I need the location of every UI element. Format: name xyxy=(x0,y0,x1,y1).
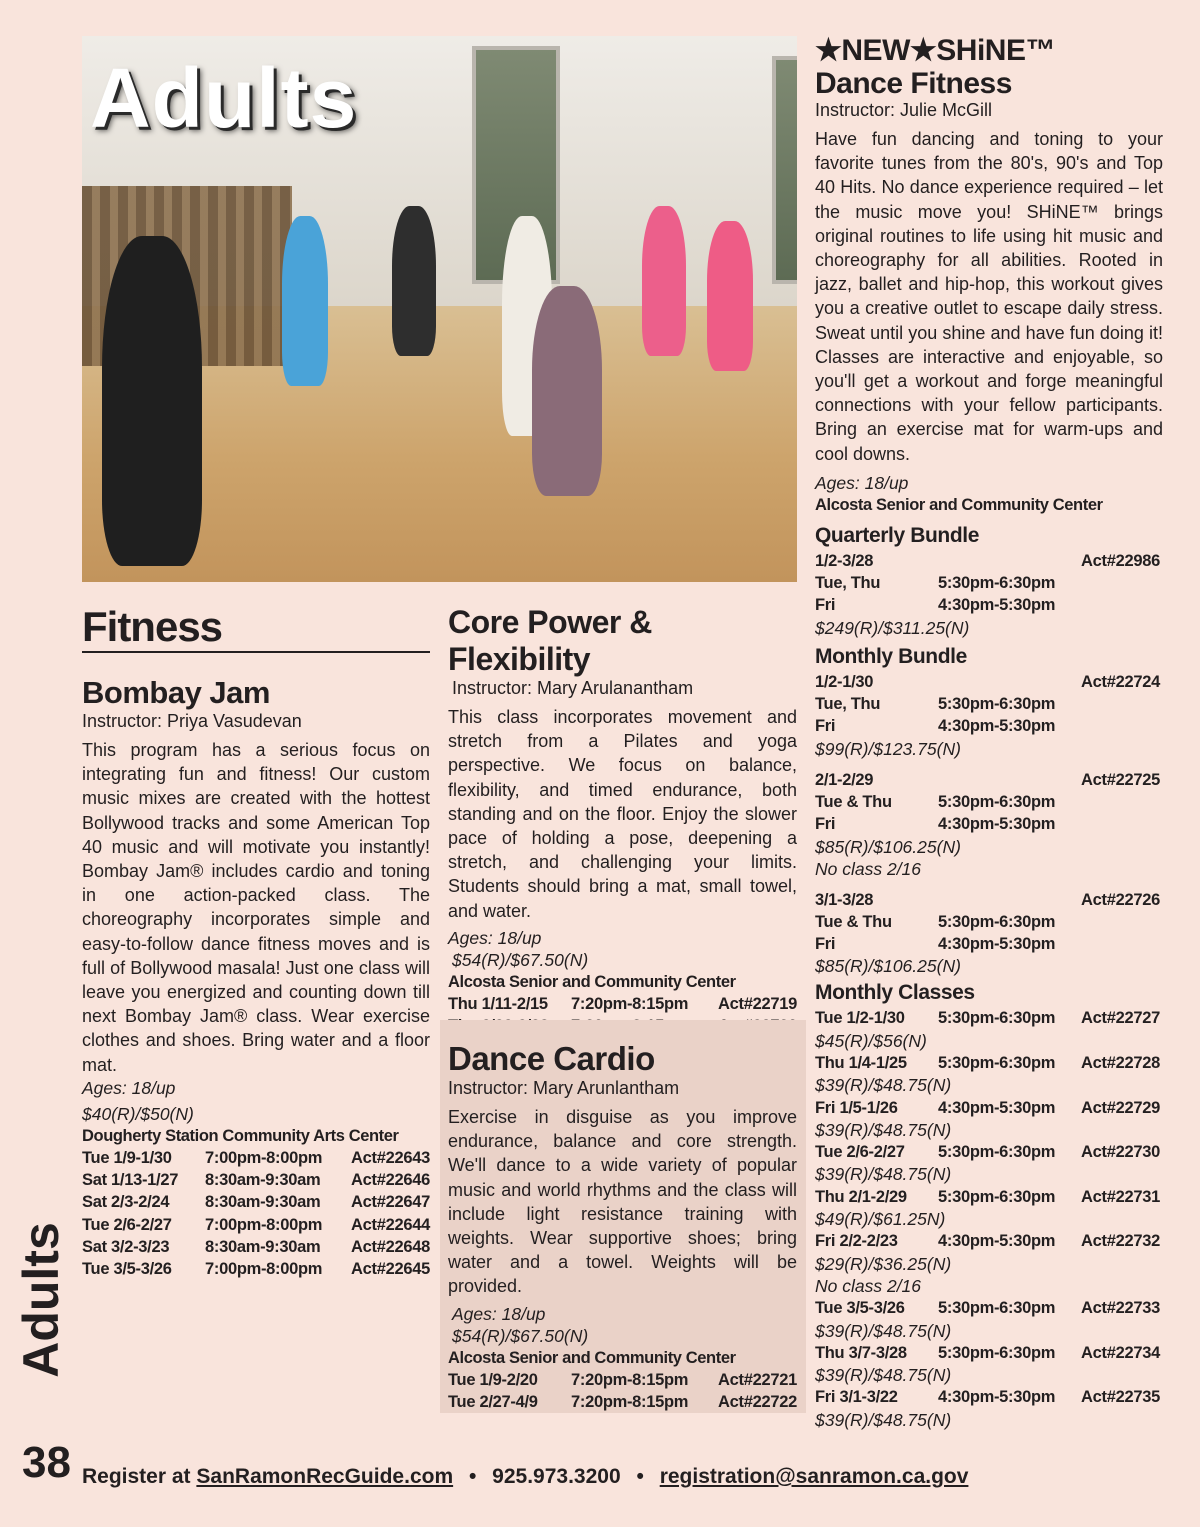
class-title: Core Power & Flexibility xyxy=(448,604,652,677)
location: Alcosta Senior and Community Center xyxy=(448,972,736,991)
class-time: 5:30pm-6:30pm xyxy=(938,1009,1056,1028)
bundle-time: 5:30pm-6:30pm xyxy=(938,574,1056,593)
class-dates: Thu 2/1-2/29 xyxy=(815,1187,907,1206)
bundle-fee: $85(R)/$106.25(N) xyxy=(815,836,961,857)
bundle-day-row xyxy=(815,933,1163,955)
session-act: Act#22643 xyxy=(351,1148,430,1167)
side-tab-label: Adults xyxy=(13,1222,69,1378)
class-title: Bombay Jam xyxy=(82,675,270,710)
session-time: 7:20pm-8:15pm xyxy=(571,994,689,1013)
class-time: 4:30pm-5:30pm xyxy=(938,1388,1056,1407)
bundle-day-row xyxy=(815,813,1163,835)
bombay-jam-column xyxy=(82,603,430,1281)
session-act: Act#22721 xyxy=(718,1370,797,1389)
bundle-dates: 2/1-2/29 xyxy=(815,770,874,789)
bundle-fee: $99(R)/$123.75(N) xyxy=(815,738,961,759)
ages: Ages: 18/up xyxy=(82,1077,176,1098)
session-act: Act#22719 xyxy=(718,994,797,1013)
class-time: 5:30pm-6:30pm xyxy=(938,1054,1056,1072)
instructor: Instructor: Priya Vasudevan xyxy=(82,711,302,731)
session-row xyxy=(82,1147,430,1169)
session-dates: Sat 2/3-2/24 xyxy=(82,1193,170,1212)
bundle-dates: 1/2-3/28 xyxy=(815,551,874,570)
session-act: Act#22645 xyxy=(351,1260,430,1279)
footer-prefix: Register at xyxy=(82,1465,191,1488)
class-act: Act#22731 xyxy=(1081,1187,1160,1206)
fee: $40(R)/$50(N) xyxy=(82,1103,194,1124)
class-fee: $39(R)/$48.75(N) xyxy=(815,1164,952,1185)
session-dates: Tue 3/5-3/26 xyxy=(82,1260,172,1279)
photo-window xyxy=(772,56,797,284)
session-time: 7:00pm-8:00pm xyxy=(205,1148,323,1167)
bundle-act: Act#22986 xyxy=(1081,551,1160,570)
class-time: 5:30pm-6:30pm xyxy=(938,1187,1056,1206)
footer-separator: • xyxy=(636,1465,644,1488)
bundle-time: 5:30pm-6:30pm xyxy=(938,695,1056,714)
session-time: 8:30am-9:30am xyxy=(205,1193,321,1212)
bundle-fee: $249(R)/$311.25(N) xyxy=(815,617,970,638)
class-dates: Tue 2/6-2/27 xyxy=(815,1143,905,1162)
bundle-dates-row xyxy=(815,769,1163,791)
session-act: Act#22722 xyxy=(718,1392,797,1411)
class-act: Act#22732 xyxy=(1081,1232,1160,1251)
footer xyxy=(82,1465,968,1489)
class-row xyxy=(815,1342,1163,1364)
session-dates: Sat 1/13-1/27 xyxy=(82,1171,179,1190)
class-act: Act#22728 xyxy=(1081,1054,1160,1072)
session-row xyxy=(82,1214,430,1236)
bundle-act: Act#22725 xyxy=(1081,770,1160,789)
section-rule xyxy=(82,603,430,653)
session-row xyxy=(448,1369,797,1391)
fee: $54(R)/$67.50(N) xyxy=(452,949,589,970)
footer-separator: • xyxy=(468,1465,477,1488)
class-row xyxy=(815,1052,1163,1074)
class-dates: Fri 3/1-3/22 xyxy=(815,1388,898,1407)
monthly-classes-heading: Monthly Classes xyxy=(815,981,975,1005)
class-fee: $39(R)/$48.75(N) xyxy=(815,1365,952,1386)
class-act: Act#22727 xyxy=(1081,1009,1160,1028)
monthly-classes xyxy=(815,1007,1163,1431)
session-time: 7:20pm-8:15pm xyxy=(571,1370,689,1389)
bundle-dates: 3/1-3/28 xyxy=(815,890,874,909)
ages: Ages: 18/up xyxy=(452,1303,546,1324)
session-act: Act#22648 xyxy=(351,1238,430,1257)
class-dates: Thu 3/7-3/28 xyxy=(815,1343,907,1362)
instructor: Instructor: Mary Arunlantham xyxy=(448,1078,680,1098)
bundle-dates-row xyxy=(815,671,1163,693)
bundle-time: 4:30pm-5:30pm xyxy=(938,815,1056,834)
side-tab xyxy=(6,1215,76,1385)
class-title: Dance Cardio xyxy=(448,1040,655,1077)
core-power-column xyxy=(448,604,797,1037)
fee: $54(R)/$67.50(N) xyxy=(452,1325,589,1346)
bundle-days: Fri xyxy=(815,717,836,736)
bundle-days: Tue, Thu xyxy=(815,574,881,593)
session-dates: Tue 2/6-2/27 xyxy=(82,1215,172,1234)
bundle-time: 5:30pm-6:30pm xyxy=(938,792,1056,811)
session-dates: Tue 1/9-1/30 xyxy=(82,1148,172,1167)
class-dates: Tue 1/2-1/30 xyxy=(815,1009,905,1028)
class-row xyxy=(815,1097,1163,1119)
class-fee: $49(R)/$61.25N) xyxy=(815,1209,946,1230)
photo-dancer xyxy=(532,286,602,496)
session-dates: Sat 3/2-3/23 xyxy=(82,1238,170,1257)
dance-cardio-column xyxy=(448,1040,797,1413)
ages: Ages: 18/up xyxy=(448,927,542,948)
class-row xyxy=(815,1141,1163,1163)
bundle-time: 4:30pm-5:30pm xyxy=(938,717,1056,736)
location: Dougherty Station Community Arts Center xyxy=(82,1126,399,1145)
class-fee: $39(R)/$48.75(N) xyxy=(815,1409,952,1430)
class-row xyxy=(815,1297,1163,1319)
session-row xyxy=(82,1236,430,1258)
bundle-dates-row xyxy=(815,550,1163,572)
session-row xyxy=(82,1169,430,1191)
session-list xyxy=(448,1369,797,1414)
class-fee: $39(R)/$48.75(N) xyxy=(815,1320,952,1341)
bundle-day-row xyxy=(815,791,1163,813)
section-heading: Fitness xyxy=(82,603,223,650)
class-dates: Thu 1/4-1/25 xyxy=(815,1054,907,1072)
class-dates: Fri 2/2-2/23 xyxy=(815,1232,898,1251)
class-description: This class incorporates movement and stretch from a Pilates and yoga perspective. We focus on balance, flexibility, and timed endurance, both standing and on the floor. Enjoy the slower pace of holding a pose, deepening a stretch, and challenging your limits. Students should bring a mat, small towel, and water. xyxy=(448,707,797,921)
bundle-days: Fri xyxy=(815,596,836,615)
instructor: Instructor: Mary Arulanantham xyxy=(452,678,694,698)
class-row xyxy=(815,1386,1163,1408)
class-time: 5:30pm-6:30pm xyxy=(938,1343,1056,1362)
class-description: Have fun dancing and toning to your favorite tunes from the 80's, 90's and Top 40 Hits. No dance experience required – let the music move you! SHiNE™ brings original routines to life using hit music and choreography for all abilities. Rooted in jazz, ballet and hip-hop, this workout gives you a creative outlet to escape daily stress. Sweat until you shine and have fun doing it! Classes are interactive and enjoyable, so you'll get a workout and forge meaningful connections with your fellow participants. Bring an exercise mat for warm-ups and cool downs. xyxy=(815,129,1163,464)
session-dates: Thu 1/11-2/15 xyxy=(448,994,548,1013)
session-row xyxy=(448,1391,797,1413)
bundle-days: Fri xyxy=(815,935,836,954)
class-fee: $45(R)/$56(N) xyxy=(815,1030,927,1051)
bundle-day-row xyxy=(815,693,1163,715)
photo-dancer xyxy=(642,206,686,356)
photo-dancer xyxy=(282,216,328,386)
session-dates: Tue 1/9-2/20 xyxy=(448,1370,538,1389)
phone-number: 925.973.3200 xyxy=(492,1465,621,1488)
session-row xyxy=(82,1191,430,1213)
class-description: This program has a serious focus on integrating fun and fitness! Our custom music mixes are created with the hottest Bollywood tracks and some American Top 40 music and will motivate you instantly! Bombay Jam® includes cardio and toning in one action-packed class. The choreography incorporates simple and easy-to-follow dance fitness moves and is full of Bollywood masala! Just one class will leave you energized and counting down till next Bombay Jam® class. Wear exercise clothes and shoes. Bring water and a floor mat. xyxy=(82,740,430,1075)
session-time: 7:20pm-8:15pm xyxy=(571,1392,689,1411)
bundle-days: Tue & Thu xyxy=(815,792,892,811)
class-note: No class 2/16 xyxy=(815,1275,922,1296)
class-act: Act#22733 xyxy=(1081,1299,1160,1318)
class-dates: Tue 3/5-3/26 xyxy=(815,1299,905,1318)
monthly-bundle-heading: Monthly Bundle xyxy=(815,644,967,668)
bundle-day-row xyxy=(815,594,1163,616)
class-act: Act#22735 xyxy=(1081,1388,1160,1407)
class-description: Exercise in disguise as you improve endurance, balance and core strength. We'll dance to a wide variety of popular music and world rhythms and the class will include light resistance training with weights. Wear supportive shoes; bring water and a towel. Weights will be provided. xyxy=(448,1107,797,1297)
quarterly-heading: Quarterly Bundle xyxy=(815,523,979,547)
bundle-dates: 1/2-1/30 xyxy=(815,672,874,691)
session-act: Act#22647 xyxy=(351,1193,430,1212)
bundle-days: Tue, Thu xyxy=(815,695,881,714)
class-dates: Fri 1/5-1/26 xyxy=(815,1098,898,1117)
bundle-day-row xyxy=(815,911,1163,933)
session-time: 7:00pm-8:00pm xyxy=(205,1215,323,1234)
session-time: 7:00pm-8:00pm xyxy=(205,1260,323,1279)
photo-dancer xyxy=(392,206,436,356)
bundle-note: No class 2/16 xyxy=(815,858,922,879)
class-act: Act#22730 xyxy=(1081,1143,1160,1162)
bundle-days: Fri xyxy=(815,815,836,834)
spacer xyxy=(815,760,1163,769)
class-title: Dance Fitness xyxy=(815,67,1012,100)
monthly-bundle xyxy=(815,671,1163,978)
class-act: Act#22729 xyxy=(1081,1098,1160,1117)
bundle-dates-row xyxy=(815,889,1163,911)
quarterly-bundle xyxy=(815,550,1163,639)
class-kicker: ★NEW★SHiNE™ xyxy=(815,34,1055,67)
session-row xyxy=(82,1258,430,1280)
bundle-fee: $85(R)/$106.25(N) xyxy=(815,956,961,977)
session-row xyxy=(448,993,797,1015)
class-row xyxy=(815,1186,1163,1208)
email-link[interactable]: registration@sanramon.ca.gov xyxy=(659,1465,969,1488)
bundle-time: 4:30pm-5:30pm xyxy=(938,596,1056,615)
bundle-days: Tue & Thu xyxy=(815,912,892,931)
class-time: 5:30pm-6:30pm xyxy=(938,1299,1056,1318)
class-fee: $29(R)/$36.25(N) xyxy=(815,1253,952,1274)
class-fee: $39(R)/$48.75(N) xyxy=(815,1075,952,1096)
spacer xyxy=(815,880,1163,889)
class-time: 5:30pm-6:30pm xyxy=(938,1143,1056,1162)
session-time: 8:30am-9:30am xyxy=(205,1171,321,1190)
ages: Ages: 18/up xyxy=(815,472,909,493)
class-act: Act#22734 xyxy=(1081,1343,1160,1362)
class-fee: $39(R)/$48.75(N) xyxy=(815,1119,952,1140)
location: Alcosta Senior and Community Center xyxy=(448,1348,736,1367)
page-number: 38 xyxy=(22,1438,71,1487)
instructor: Instructor: Julie McGill xyxy=(815,100,993,120)
session-time: 8:30am-9:30am xyxy=(205,1238,321,1257)
session-act: Act#22644 xyxy=(351,1215,430,1234)
bundle-time: 5:30pm-6:30pm xyxy=(938,912,1056,931)
page-title: Adults xyxy=(90,51,358,145)
session-act: Act#22646 xyxy=(351,1171,430,1190)
class-row xyxy=(815,1230,1163,1252)
bundle-act: Act#22724 xyxy=(1081,672,1160,691)
bundle-day-row xyxy=(815,715,1163,737)
photo-dancer xyxy=(102,236,202,566)
class-row xyxy=(815,1007,1163,1029)
photo-dancer xyxy=(707,221,753,371)
class-time: 4:30pm-5:30pm xyxy=(938,1098,1056,1117)
location: Alcosta Senior and Community Center xyxy=(815,495,1103,514)
session-dates: Tue 2/27-4/9 xyxy=(448,1392,538,1411)
bundle-act: Act#22726 xyxy=(1081,890,1160,909)
class-time: 4:30pm-5:30pm xyxy=(938,1232,1056,1251)
website-link[interactable]: SanRamonRecGuide.com xyxy=(196,1465,454,1488)
session-list xyxy=(82,1147,430,1281)
shine-column xyxy=(815,34,1163,1431)
bundle-day-row xyxy=(815,572,1163,594)
bundle-time: 4:30pm-5:30pm xyxy=(938,935,1056,954)
